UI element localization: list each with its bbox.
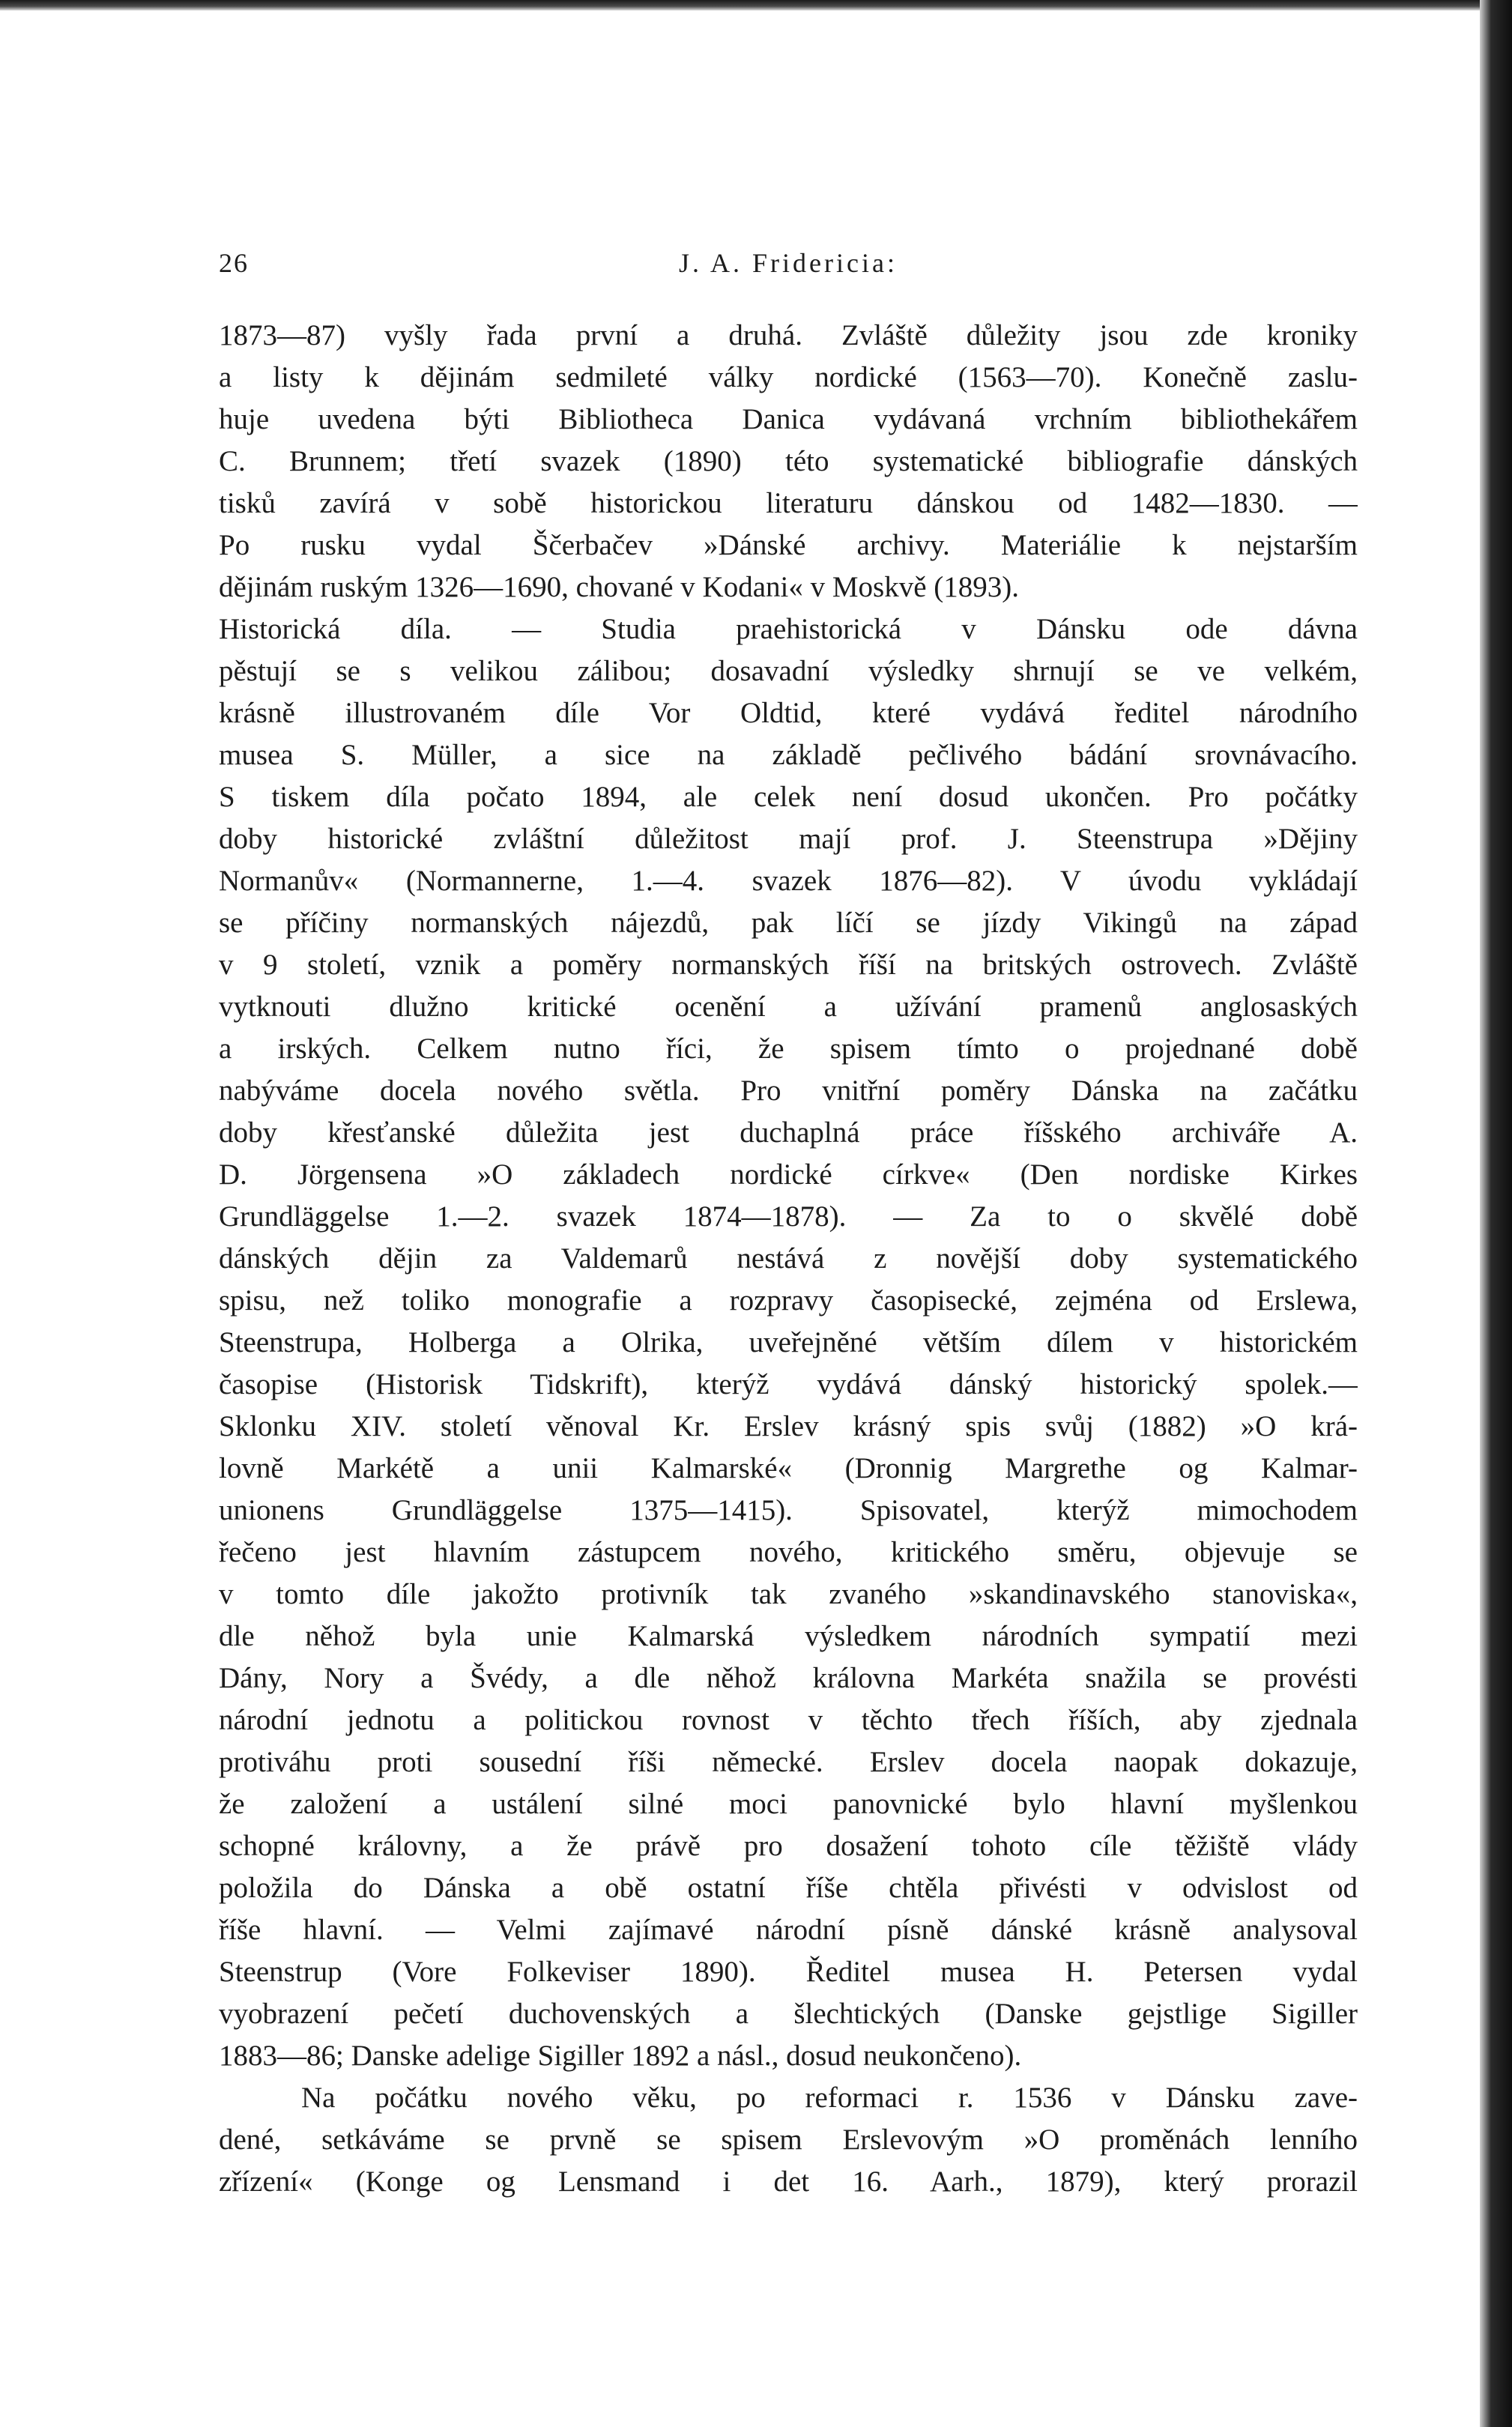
text-line: zřízení« (Konge og Lensmand i det 16. Aarh., 1879), který prorazil [219, 2165, 1358, 2198]
text-line: protiváhu proti sousední říši německé. Erslev docela naopak dokazuje, [219, 1746, 1358, 1778]
text-line: Sklonku XIV. století věnoval Kr. Erslev krásný spis svůj (1882) »O krá- [219, 1410, 1358, 1442]
text-line: dánských dějin za Valdemarů nestává z novější doby systematického [219, 1242, 1358, 1275]
text-line: lovně Markétě a unii Kalmarské« (Dronnig Margrethe og Kalmar- [219, 1452, 1358, 1484]
text-line: Steenstrup (Vore Folkeviser 1890). Ředitel musea H. Petersen vydal [219, 1956, 1358, 1988]
text-line: 1873—87) vyšly řada první a druhá. Zvláště důležity jsou zde kroniky [219, 319, 1358, 351]
text-line: unionens Grundläggelse 1375—1415). Spisovatel, kterýž mimochodem [219, 1494, 1358, 1526]
text-line: Normanův« (Normannerne, 1.—4. svazek 1876—82). V úvodu vykládají [219, 865, 1358, 897]
text-line: v tomto díle jakožto protivník tak zvaného »skandinavského stanoviska«, [219, 1578, 1358, 1610]
text-line: řečeno jest hlavním zástupcem nového, kritického směru, objevuje se [219, 1536, 1358, 1568]
text-line: vyobrazení pečetí duchovenských a šlechtických (Danske gejstlige Sigiller [219, 1998, 1358, 2030]
page-number: 26 [219, 248, 249, 278]
text-line: Po rusku vydal Ščerbačev »Dánské archivy. Materiálie k nejstarším [219, 529, 1358, 561]
text-line: pěstují se s velikou zálibou; dosavadní výsledky shrnují se ve velkém, [219, 655, 1358, 687]
text-line: 1883—86; Danske adelige Sigiller 1892 a násl., dosud neukončeno). [219, 2040, 1022, 2072]
text-line: schopné královny, a že právě pro dosažení tohoto cíle těžiště vlády [219, 1830, 1358, 1862]
text-line: Steenstrupa, Holberga a Olrika, uveřejněné větším dílem v historickém [219, 1326, 1358, 1358]
text-line: a irských. Celkem nutno říci, že spisem tímto o projednané době [219, 1033, 1358, 1065]
text-line: položila do Dánska a obě ostatní říše chtěla přivésti v odvislost od [219, 1872, 1358, 1904]
text-line: doby křesťanské důležita jest duchaplná práce říšského archiváře A. [219, 1116, 1358, 1149]
text-line: musea S. Müller, a sice na základě pečlivého bádání srovnávacího. [219, 739, 1358, 771]
text-line: časopise (Historisk Tidskrift), kterýž vydává dánský historický spolek.— [219, 1368, 1358, 1400]
text-line: že založení a ustálení silné moci panovnické bylo hlavní myšlenkou [219, 1788, 1358, 1820]
text-line: tisků zavírá v sobě historickou literaturu dánskou od 1482—1830. — [219, 487, 1358, 519]
text-line: národní jednotu a politickou rovnost v těchto třech říších, aby zjednala [219, 1704, 1358, 1736]
text-line: v 9 století, vznik a poměry normanských říší na britských ostrovech. Zvláště [219, 949, 1358, 981]
text-line: huje uvedena býti Bibliotheca Danica vydávaná vrchním bibliothekářem [219, 403, 1358, 435]
text-line: krásně illustrovaném díle Vor Oldtid, které vydává ředitel národního [219, 697, 1358, 729]
text-line: se příčiny normanských nájezdů, pak líčí se jízdy Vikingů na západ [219, 907, 1358, 939]
text-line: a listy k dějinám sedmileté války nordické (1563—70). Konečně zaslu- [219, 361, 1358, 393]
text-line: říše hlavní. — Velmi zajímavé národní písně dánské krásně analysoval [219, 1914, 1358, 1946]
text-line: doby historické zvláštní důležitost mají prof. J. Steenstrupa »Dějiny [219, 823, 1358, 855]
text-line: Dány, Nory a Švédy, a dle něhož královna Markéta snažila se provésti [219, 1662, 1358, 1694]
text-line: dle něhož byla unie Kalmarská výsledkem národních sympatií mezi [219, 1620, 1358, 1652]
running-head: J. A. Fridericia: [679, 248, 898, 278]
text-line: D. Jörgensena »O základech nordické církve« (Den nordiske Kirkes [219, 1158, 1358, 1191]
text-line: nabýváme docela nového světla. Pro vnitřní poměry Dánska na začátku [219, 1075, 1358, 1107]
text-line: S tiskem díla počato 1894, ale celek není dosud ukončen. Pro počátky [219, 781, 1358, 813]
page-header [219, 247, 1358, 292]
text-line: C. Brunnem; třetí svazek (1890) této systematické bibliografie dánských [219, 445, 1358, 477]
text-line: Grundläggelse 1.—2. svazek 1874—1878). — Za to o skvělé době [219, 1200, 1358, 1233]
text-line: Historická díla. — Studia praehistorická v Dánsku ode dávna [219, 613, 1358, 645]
scan-right-edge [1480, 0, 1512, 2427]
text-line: dené, setkáváme se prvně se spisem Erslevovým »O proměnách lenního [219, 2124, 1358, 2156]
text-line: spisu, než toliko monografie a rozpravy časopisecké, zejména od Erslewa, [219, 1284, 1358, 1317]
scan-top-edge [0, 0, 1480, 10]
body-text [219, 315, 1358, 2203]
text-line: dějinám ruským 1326—1690, chované v Kodani« v Moskvě (1893). [219, 571, 1020, 603]
text-line: Na počátku nového věku, po reformaci r. 1536 v Dánsku zave- [301, 2082, 1358, 2114]
text-line: vytknouti dlužno kritické ocenění a užívání pramenů anglosaských [219, 991, 1358, 1023]
